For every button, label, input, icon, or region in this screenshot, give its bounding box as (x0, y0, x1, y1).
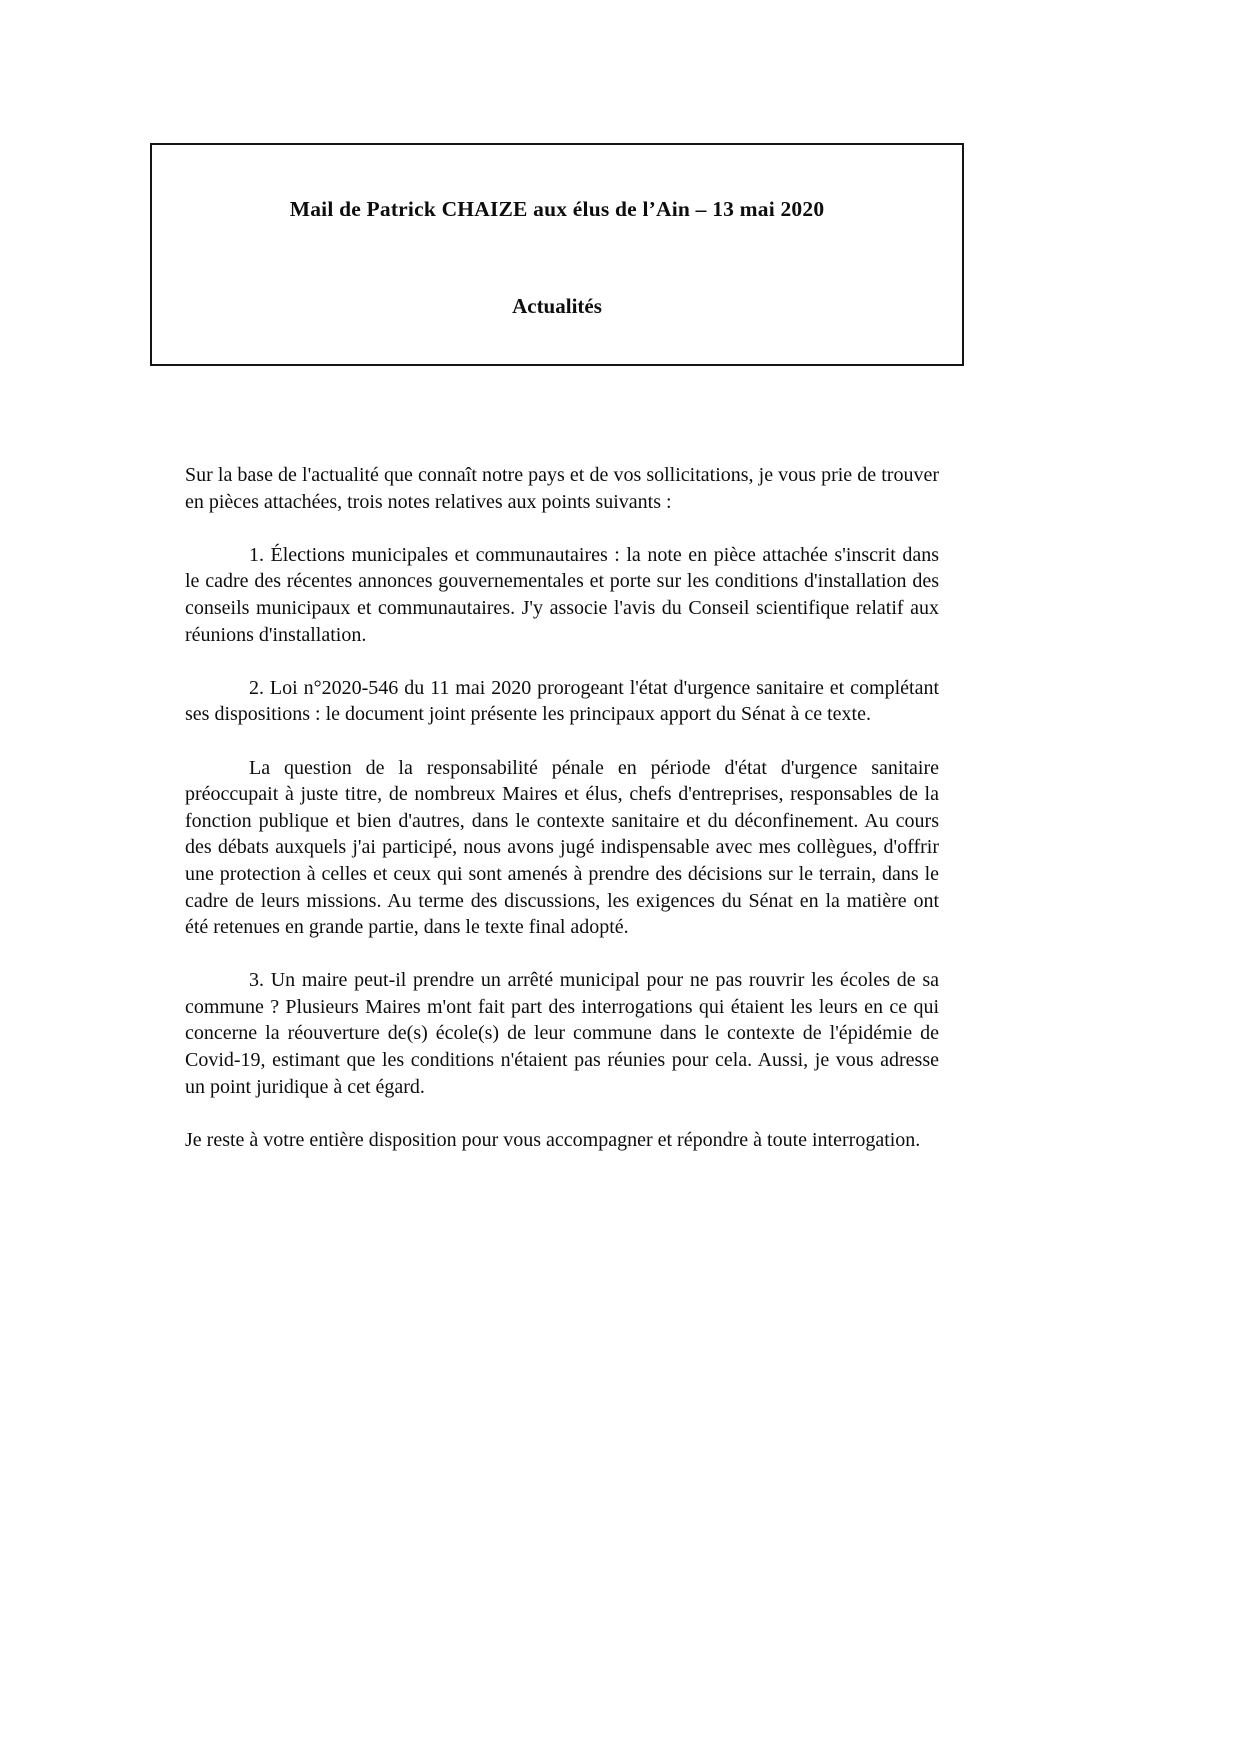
document-body (185, 462, 939, 1153)
header-box (150, 143, 964, 366)
paragraph-item-2-loi: 2. Loi n°2020-546 du 11 mai 2020 prorogeant l'état d'urgence sanitaire et complétant ses dispositions : le document joint présente les principaux apport du Sénat à ce texte. (185, 676, 939, 726)
paragraph-item-3-arrete-municipal: 3. Un maire peut-il prendre un arrêté municipal pour ne pas rouvrir les écoles de sa commune ? Plusieurs Maires m'ont fait part des interrogations qui étaient les leurs en ce qui concerne la réouverture de(s) école(s) de leur commune dans le contexte de l'épidémie de Covid-19, estimant que les conditions n'étaient pas réunies pour cela. Aussi, je vous adresse un point juridique à cet égard. (185, 969, 939, 1098)
paragraph-closing: Je reste à votre entière disposition pour vous accompagner et répondre à toute interrogation. (185, 1128, 921, 1151)
paragraph-intro: Sur la base de l'actualité que connaît notre pays et de vos sollicitations, je vous prie de trouver en pièces attachées, trois notes relatives aux points suivants : (185, 464, 939, 513)
paragraph-responsabilite-penale: La question de la responsabilité pénale en période d'état d'urgence sanitaire préoccupait à juste titre, de nombreux Maires et élus, chefs d'entreprises, responsables de la fonction publique et bien d'autres, dans le contexte sanitaire et du déconfinement. Au cours des débats auxquels j'ai participé, nous avons jugé indispensable avec mes collègues, d'offrir une protection à celles et ceux qui sont amenés à prendre des décisions sur le terrain, dans le cadre de leurs missions. Au terme des discussions, les exigences du Sénat en la matière ont été retenues en grande partie, dans le texte final adopté. (185, 756, 939, 939)
document-subtitle: Actualités (512, 294, 602, 318)
document-title: Mail de Patrick CHAIZE aux élus de l’Ain – 13 mai 2020 (289, 197, 825, 221)
paragraph-item-1-elections: 1. Élections municipales et communautaires : la note en pièce attachée s'inscrit dans le cadre des récentes annonces gouvernementales et porte sur les conditions d'installation des conseils municipaux et communautaires. J'y associe l'avis du Conseil scientifique relatif aux réunions d'installation. (185, 543, 939, 646)
